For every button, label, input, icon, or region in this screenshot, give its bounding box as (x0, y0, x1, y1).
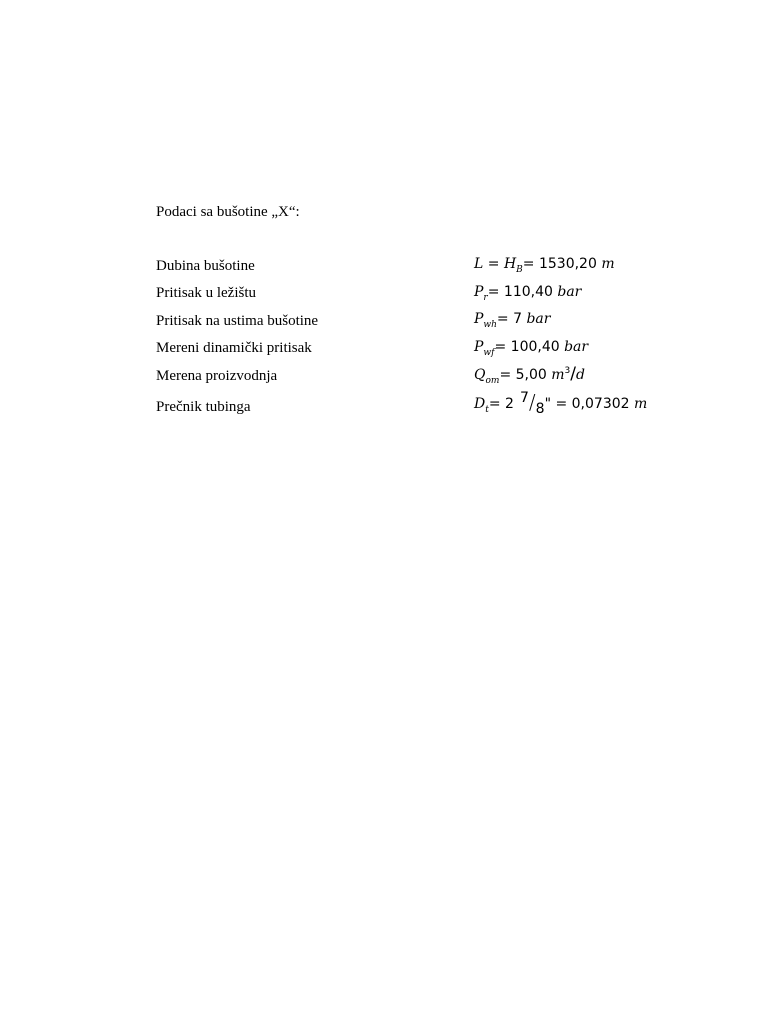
label-dubina-busotine: Dubina bušotine (156, 258, 255, 274)
label-pritisak-na-ustima: Pritisak na ustima bušotine (156, 313, 319, 329)
formula-equals: = (487, 284, 504, 300)
formula-precnik-tubinga (474, 392, 647, 415)
formula-subscript: B (516, 265, 523, 275)
formula-dubina-busotine (474, 255, 615, 275)
formula-slash: / (570, 364, 576, 384)
formula-symbol: P (474, 284, 484, 300)
formula-equals: = (483, 256, 504, 272)
formula-superscript: 3 (564, 366, 571, 376)
formula-value: 5,00 (515, 367, 552, 383)
formula-subscript: r (483, 293, 488, 303)
formula-subscript: om (485, 376, 500, 386)
formula-unit: m (601, 256, 615, 272)
document-heading: Podaci sa bušotine „X“: (156, 204, 300, 220)
formula-value: 110,40 (503, 284, 558, 300)
formula-unit: m (551, 367, 565, 383)
formula-inch-equals: " = (544, 396, 572, 412)
formula-equals: = (496, 311, 514, 327)
label-precnik-tubinga: Prečnik tubinga (156, 399, 251, 415)
formula-mereni-dinamicki-pritisak (474, 338, 588, 358)
fraction-numerator: 7 (519, 390, 529, 406)
formula-equals: = (494, 339, 511, 355)
label-mereni-dinamicki-pritisak: Mereni dinamički pritisak (156, 340, 312, 356)
formula-unit: bar (564, 339, 589, 355)
formula-unit: bar (557, 284, 582, 300)
formula-whole: 2 (505, 396, 514, 412)
formula-symbol: H (503, 256, 517, 272)
formula-symbol: D (474, 396, 486, 412)
formula-symbol: L (474, 256, 484, 272)
formula-symbol: P (474, 311, 484, 327)
label-merena-proizvodnja: Merena proizvodnja (156, 368, 278, 384)
formula-equals: = (522, 256, 539, 272)
formula-subscript: wf (483, 348, 495, 358)
formula-value: 1530,20 (538, 256, 602, 272)
formula-pritisak-u-lezistu (474, 283, 581, 303)
fraction-denominator: 8 (535, 401, 545, 417)
formula-pritisak-na-ustima (474, 310, 550, 330)
fraction-slash: / (528, 390, 536, 414)
formula-symbol: P (474, 339, 484, 355)
formula-subscript: t (485, 405, 489, 415)
formula-unit: bar (526, 311, 551, 327)
formula-symbol: Q (474, 367, 486, 383)
formula-subscript: wh (483, 320, 497, 330)
formula-unit: d (576, 367, 585, 383)
label-pritisak-u-lezistu: Pritisak u ležištu (156, 285, 256, 301)
formula-unit: m (633, 396, 648, 412)
formula-value: 7 (513, 311, 527, 327)
formula-value: 100,40 (510, 339, 565, 355)
formula-merena-proizvodnja (474, 365, 585, 386)
formula-equals: = (488, 396, 506, 412)
formula-equals: = (499, 367, 516, 383)
formula-value: 0,07302 (571, 396, 634, 412)
